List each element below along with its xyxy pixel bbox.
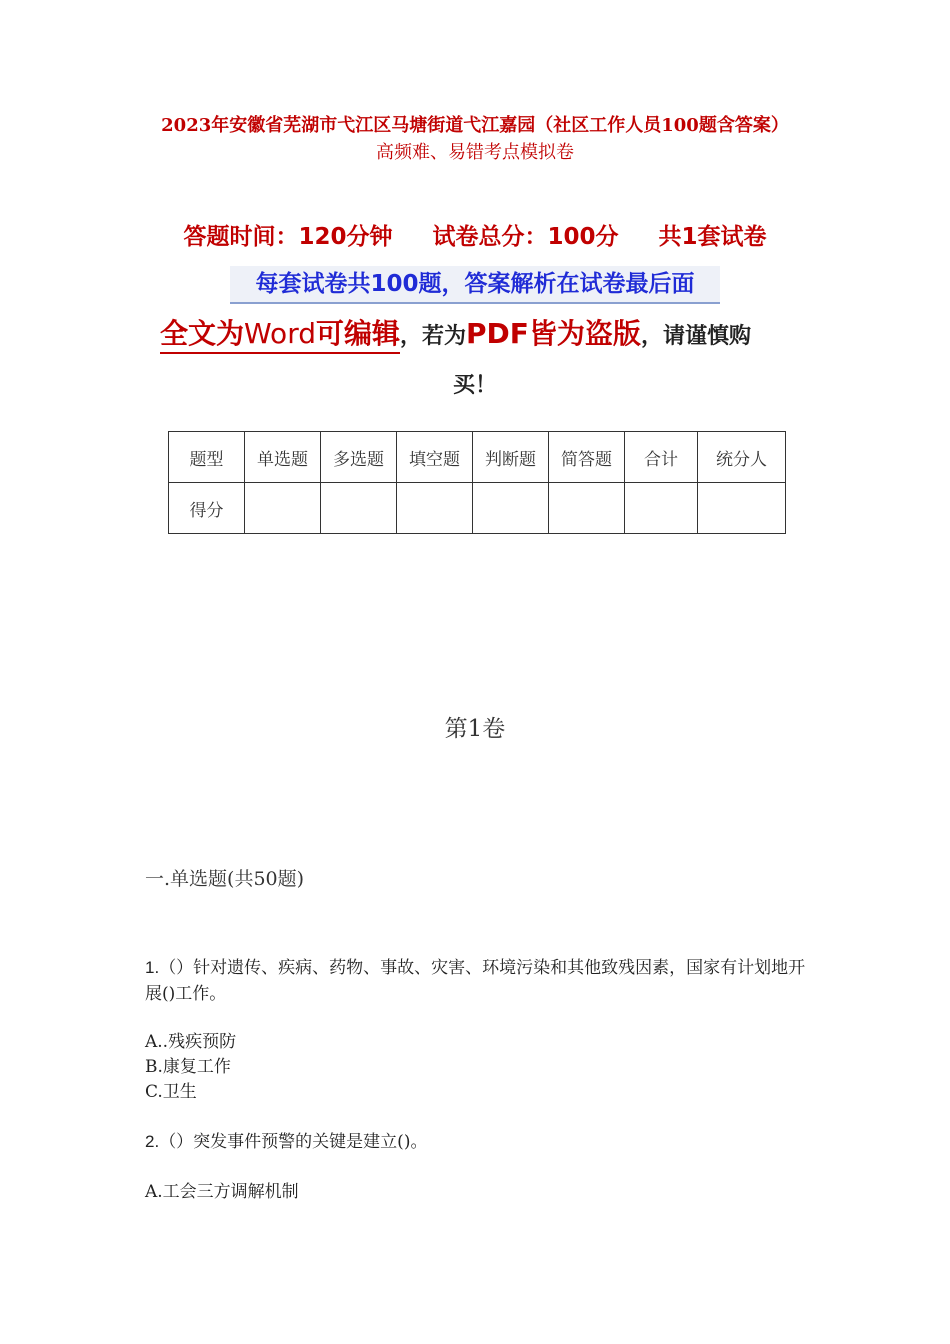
warning-text-1: 全文为: [160, 317, 245, 350]
header-cell: 合计: [625, 432, 698, 483]
piracy-warning: [160, 312, 800, 352]
header-cell: 多选题: [321, 432, 397, 483]
score-table-header-row: [169, 432, 786, 483]
question-1: [145, 955, 815, 1007]
score-cell[interactable]: [698, 483, 786, 534]
volume-heading: 第1卷: [444, 716, 506, 742]
score-cell[interactable]: [625, 483, 698, 534]
warning-text-3: 若为: [422, 324, 467, 349]
option-a: A..残疾预防: [145, 1032, 237, 1052]
warning-text-2: 可编辑: [315, 317, 400, 350]
warning-pdf: PDF皆为盗版: [466, 317, 641, 350]
row-label-cell: 得分: [169, 483, 245, 534]
question-number: 2.: [145, 1132, 160, 1151]
section-heading: 一.单选题(共50题): [145, 868, 305, 890]
warning-text-5: 请谨慎购: [662, 324, 751, 349]
option-c: C.卫生: [145, 1082, 197, 1102]
exam-info: [0, 218, 950, 251]
warning-comma-2: ，: [640, 324, 663, 349]
header-cell: 判断题: [473, 432, 549, 483]
header-cell: 题型: [169, 432, 245, 483]
editable-notice: [160, 317, 400, 354]
question-2: [145, 1129, 815, 1155]
question-number: 1.: [145, 958, 160, 977]
header-cell: 统分人: [698, 432, 786, 483]
title-line-2: 高频难、易错考点模拟卷: [376, 142, 574, 163]
exam-total-score: 试卷总分：100分: [432, 224, 619, 250]
score-table: [168, 431, 786, 534]
document-title: [60, 112, 890, 166]
score-cell[interactable]: [245, 483, 321, 534]
score-cell[interactable]: [397, 483, 473, 534]
score-cell[interactable]: [321, 483, 397, 534]
score-table-score-row: [169, 483, 786, 534]
warning-word: Word: [244, 317, 316, 350]
title-line-1: 2023年安徽省芜湖市弋江区马塘街道弋江嘉园（社区工作人员100题含答案）: [161, 115, 789, 136]
score-cell[interactable]: [549, 483, 625, 534]
option-b: B.康复工作: [145, 1057, 231, 1077]
header-cell: 简答题: [549, 432, 625, 483]
option-a: A.工会三方调解机制: [145, 1182, 299, 1202]
question-text: （）针对遗传、疾病、药物、事故、灾害、环境污染和其他致残因素，国家有计划地开展()工作。: [145, 958, 806, 1004]
warning-comma-1: ，: [400, 324, 423, 349]
score-cell[interactable]: [473, 483, 549, 534]
warning-text-6: 买！: [452, 373, 497, 398]
exam-time: 答题时间：120分钟: [183, 224, 393, 250]
question-text: （）突发事件预警的关键是建立()。: [159, 1132, 428, 1152]
header-cell: 填空题: [397, 432, 473, 483]
header-cell: 单选题: [245, 432, 321, 483]
answer-notice: 每套试卷共100题，答案解析在试卷最后面: [230, 266, 720, 304]
exam-set-count: 共1套试卷: [658, 224, 767, 250]
